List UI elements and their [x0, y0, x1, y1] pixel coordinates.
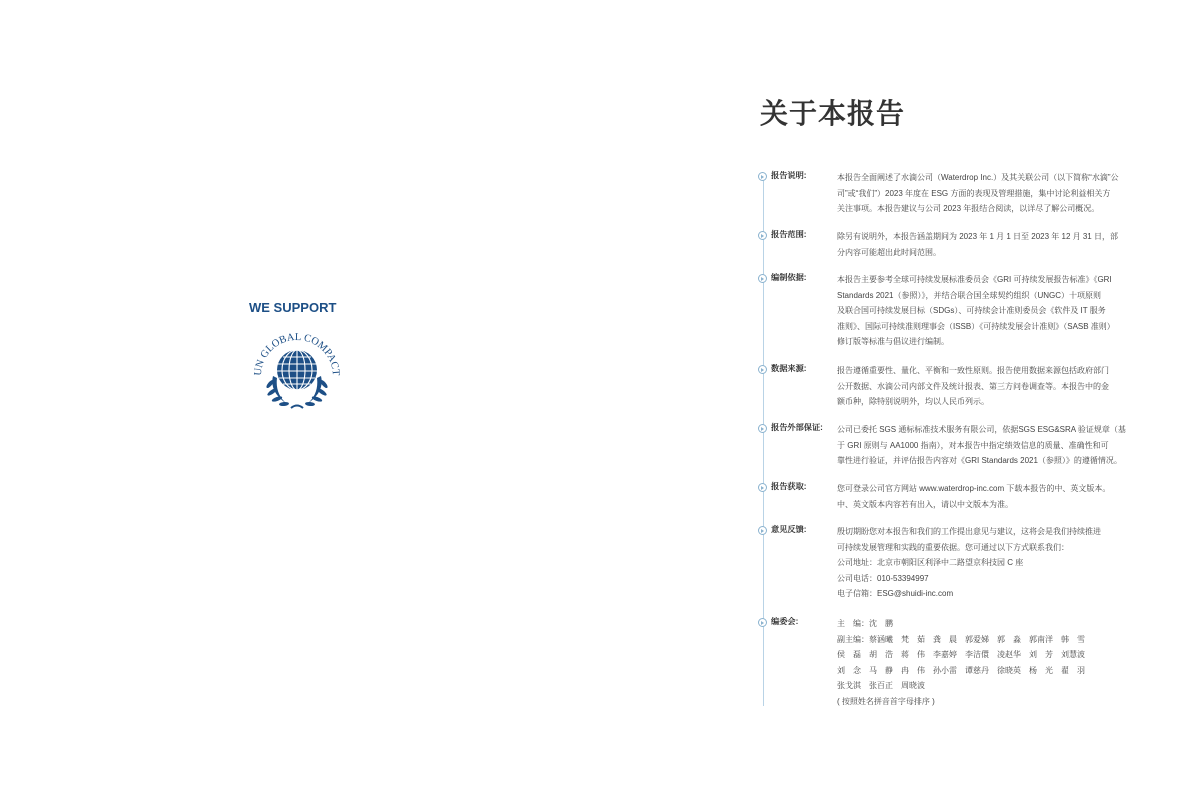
- section-line: 公司已委托 SGS 通标标准技术服务有限公司，依据SGS ESG&SRA 验证规章（基: [837, 425, 1126, 434]
- section-body: [837, 229, 1150, 260]
- section-line: 司”或“我们”）2023 年度在 ESG 方面的表现及管理措施，集中讨论利益相关方: [837, 188, 1111, 198]
- section-line: 公开数据、水滴公司内部文件及统计报表、第三方问卷调查等。本报告中的金: [837, 381, 1109, 391]
- section-body: [837, 363, 1150, 410]
- section-line: 主 编：沈 鹏: [837, 619, 893, 628]
- section-line: 分内容可能超出此时间范围。: [837, 247, 941, 257]
- section-line: 于 GRI 原则与 AA1000 指南），对本报告中指定绩效信息的质量、准确性和可: [837, 440, 1109, 450]
- section-line: 及联合国可持续发展目标（SDGs）、可持续会计准则委员会《软件及 IT 服务: [837, 306, 1106, 315]
- section-line: 报告遵循重要性、量化、平衡和一致性原则。报告使用数据来源包括政府部门: [837, 366, 1109, 375]
- section-line: 额币种，除特别说明外，均以人民币列示。: [837, 397, 989, 406]
- section-line: ( 按照姓名拼音首字母排序 ): [837, 696, 935, 706]
- section-line: 可持续发展管理和实践的重要依据。您可通过以下方式联系我们：: [837, 542, 1069, 552]
- arrow-circle-icon: [758, 424, 767, 433]
- section-label: 报告外部保证:: [771, 423, 823, 432]
- section-body: [837, 422, 1150, 469]
- section-line: 张戈淇 张百正 周晓波: [837, 681, 925, 690]
- arrow-circle-icon: [758, 365, 767, 374]
- arrow-circle-icon: [758, 274, 767, 283]
- page-title: 关于本报告: [760, 98, 906, 129]
- section-body: [837, 481, 1150, 512]
- section-line: 关注事项。本报告建议与公司 2023 年报结合阅读，以详尽了解公司概况。: [837, 204, 1100, 213]
- section-line: 靠性进行验证，并评估报告内容对《GRI Standards 2021（参照）》的遵循情况。: [837, 456, 1122, 465]
- un-global-compact-logo: [245, 300, 349, 412]
- section-line: 本报告主要参考全球可持续发展标准委员会《GRI 可持续发展报告标准》《GRI: [837, 275, 1112, 284]
- arrow-circle-icon: [758, 618, 767, 627]
- section-line: 侯 磊 胡 浩 蒋 伟 李嘉婷 李洁儇 凌赵华 刘 芳 刘慧波: [837, 650, 1085, 659]
- section-line: Standards 2021（参照）》，并结合联合国全球契约组织（UNGC）十项原则: [837, 290, 1102, 300]
- section-label: 报告说明:: [771, 171, 807, 180]
- section-line: 除另有说明外，本报告涵盖期间为 2023 年 1 月 1 日至 2023 年 12 月 31 日，部: [837, 232, 1118, 241]
- section-label: 意见反馈:: [771, 525, 807, 534]
- section-line: 修订版等标准与倡议进行编制。: [837, 337, 949, 346]
- company-address: 公司地址：北京市朝阳区利泽中二路望京科技园 C 座: [837, 558, 1024, 567]
- section-label: 编委会:: [771, 617, 799, 626]
- section-line: 您可登录公司官方网站 www.waterdrop-inc.com 下载本报告的中、英文版本。: [837, 484, 1111, 493]
- section-line: 准则》、国际可持续准则理事会（ISSB）《可持续发展会计准则》（SASB 准则）: [837, 321, 1115, 331]
- section-line: 本报告全面阐述了水滴公司（Waterdrop Inc.）及其关联公司（以下简称“水滴”公: [837, 173, 1119, 182]
- arrow-circle-icon: [758, 526, 767, 535]
- arrow-circle-icon: [758, 172, 767, 181]
- section-body: [837, 524, 1150, 602]
- section-label: 报告获取:: [771, 482, 807, 491]
- arrow-circle-icon: [758, 231, 767, 240]
- company-email[interactable]: 电子信箱：ESG@shuidi-inc.com: [837, 589, 954, 598]
- section-label: 编制依据:: [771, 273, 807, 282]
- globe-wreath-icon: [245, 314, 349, 412]
- section-body: [837, 272, 1150, 350]
- section-line: 殷切期盼您对本报告和我们的工作提出意见与建议，这将会是我们持续推进: [837, 527, 1101, 536]
- section-body: [837, 616, 1150, 709]
- section-label: 报告范围:: [771, 230, 807, 239]
- section-line: 副主编：蔡涵曦 梵 茹 龚 晨 郭爱娣 郭 淼 郭南洋 韩 雪: [837, 634, 1085, 644]
- arrow-circle-icon: [758, 483, 767, 492]
- company-phone: 公司电话：010-53394997: [837, 573, 929, 583]
- section-body: [837, 170, 1150, 217]
- logo-tagline: WE SUPPORT: [249, 300, 337, 315]
- section-line: 中、英文版本内容若有出入，请以中文版本为准。: [837, 499, 1013, 509]
- logo-arc-text: UN GLOBAL COMPACT: [252, 331, 342, 377]
- section-line: 刘 念 马 静 冉 伟 孙小雷 谭慈丹 徐晓英 杨 光 翟 羽: [837, 665, 1085, 675]
- section-label: 数据来源:: [771, 364, 807, 373]
